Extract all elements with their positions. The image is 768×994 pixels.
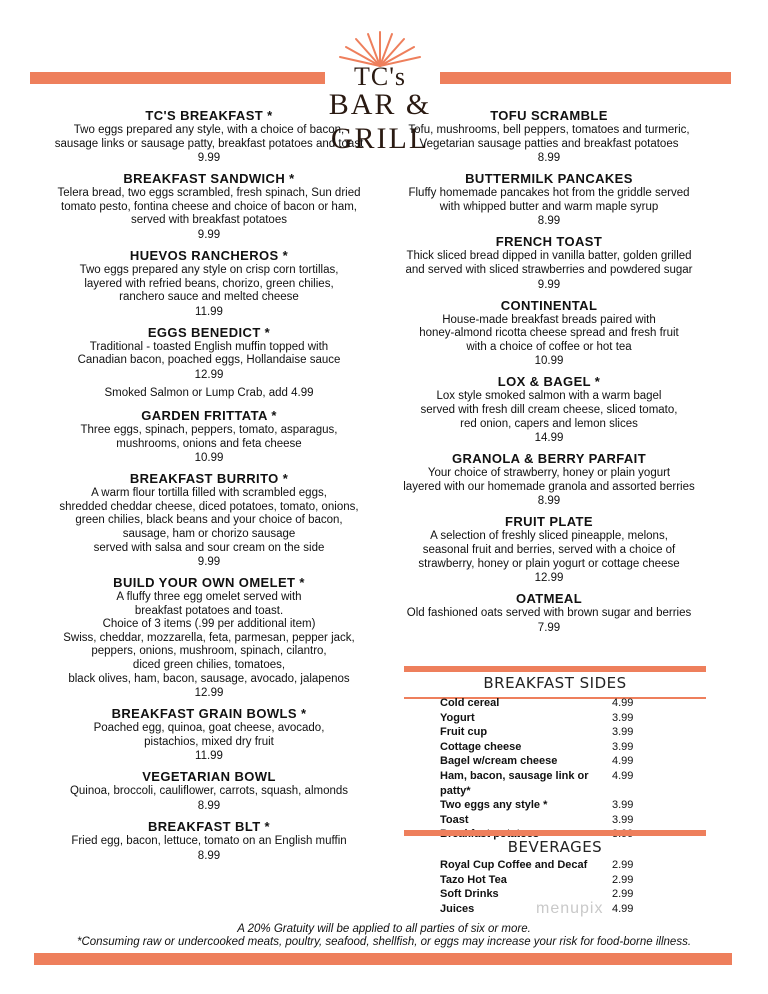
price-row-name: Ham, bacon, sausage link or patty* [440,769,589,797]
menu-item [392,171,706,228]
price-row-name: Cottage cheese [440,740,522,753]
price-row-name: Tazo Hot Tea [440,873,507,886]
menu-item-price: 11.99 [195,750,223,763]
price-row-price: 2.99 [612,873,634,886]
menu-item [36,171,382,242]
menu-item-description: layered with refried beans, chorizo, green chilies, [84,277,334,290]
price-row-name: Two eggs any style * [440,799,548,812]
menu-item-price: 9.99 [537,278,561,291]
menu-item-name: HUEVOS RANCHEROS * [129,247,289,263]
menu-item-price: 8.99 [537,215,561,228]
price-row-price: 3.99 [612,711,634,724]
menu-item-addon: Smoked Salmon or Lump Crab, add 4.99 [104,386,314,399]
menu-item-description: green chilies, black beans and your choice of bacon, [75,514,343,527]
menu-item-price: 8.99 [197,849,221,862]
menu-item-price: 11.99 [195,305,223,318]
menu-item-price: 12.99 [194,687,224,700]
price-row-price: 4.99 [612,902,634,915]
price-row-name: Cold cereal [440,697,500,709]
menu-item-price: 8.99 [537,495,561,508]
menu-item-description: peppers, onions, mushroom, spinach, cilantro, [91,645,327,658]
price-row [440,858,633,873]
menu-item-description: Lox style smoked salmon with a warm bagel [436,390,662,403]
price-row [440,769,633,798]
price-row-name: Fruit cup [440,726,488,739]
menu-item-description: with whipped butter and warm maple syrup [439,200,659,213]
menu-item-description: Tofu, mushrooms, bell peppers, tomatoes and turmeric, [408,124,690,136]
menu-item-name: BUILD YOUR OWN OMELET * [113,575,305,591]
menu-item-name: VEGETARIAN BOWL [142,769,276,785]
menu-item-price: 7.99 [537,621,561,634]
left-menu-column [36,108,382,869]
menu-item [36,108,382,165]
menu-item-description: with a choice of coffee or hot tea [466,340,632,353]
menu-item [392,298,706,369]
gratuity-notice: A 20% Gratuity will be applied to all parties of six or more. [237,923,531,935]
logo-line-1: TC's [353,62,407,91]
price-row-price: 2.99 [612,888,634,901]
menu-item-name: BREAKFAST BURRITO * [129,471,289,487]
menu-item-description: served with fresh dill cream cheese, sliced tomato, [420,403,678,416]
menu-item [392,374,706,445]
menu-item-description: Canadian bacon, poached eggs, Hollandaise sauce [77,354,341,367]
menu-item-price: 9.99 [197,152,221,165]
menu-item-description: Your choice of strawberry, honey or plain yogurt [427,467,671,480]
menu-item-description: diced green chilies, tomatoes, [132,659,286,672]
price-row-name: Toast [440,813,469,826]
menu-item-description: Three eggs, spinach, peppers, tomato, asparagus, [80,423,338,436]
menu-item-name: FRUIT PLATE [505,514,593,530]
menu-item-description: honey-almond ricotta cheese spread and fresh fruit [419,327,679,340]
menu-item-description: served with breakfast potatoes [131,214,287,227]
menu-item-description: breakfast potatoes and toast. [134,604,284,617]
menu-item [36,325,382,400]
menu-item-name: BREAKFAST SANDWICH * [123,171,295,187]
price-row-name: Juices [440,902,475,915]
menu-item-name: FRENCH TOAST [495,234,603,250]
menu-item-description: sausage links or sausage patty, breakfast potatoes and toast [54,137,364,150]
menu-item-description: mushrooms, onions and feta cheese [116,437,302,450]
menu-item-description: sausage, ham or chorizo sausage [122,527,296,540]
menu-item-name: OATMEAL [515,591,583,607]
menu-item-price: 9.99 [197,228,221,241]
price-row [440,754,633,769]
menu-item [392,591,706,635]
sides-title: BREAKFAST SIDES [483,674,627,692]
menu-item-price: 8.99 [537,152,561,165]
price-row [440,813,633,828]
price-row-name: Royal Cup Coffee and Decaf [440,859,588,871]
menu-item [36,769,382,813]
menu-item-description: Choice of 3 items (.99 per additional item) [102,618,316,631]
menu-item-description: black olives, ham, bacon, sausage, avocado, jalapenos [68,672,350,685]
logo-line-2: BAR & GRILL [328,88,432,155]
menu-item-description: Telera bread, two eggs scrambled, fresh spinach, Sun dried [57,187,361,200]
menu-item [36,706,382,763]
menu-item [392,451,706,508]
price-row-price: 2.99 [612,859,634,871]
price-row-name: Yogurt [440,711,475,724]
menu-item [36,408,382,465]
menu-item-name: BUTTERMILK PANCAKES [465,171,633,187]
menu-item [36,819,382,863]
menu-item-name: LOX & BAGEL * [497,374,601,390]
price-row-name: Bagel w/cream cheese [440,755,558,768]
menu-item-description: shredded cheddar cheese, diced potatoes, tomato, onions, [59,500,359,513]
menu-item-price: 9.99 [197,556,221,569]
menu-item-price: 8.99 [197,800,221,813]
menu-item-name: BREAKFAST GRAIN BOWLS * [111,706,307,722]
price-row [440,798,633,813]
menu-item [392,514,706,585]
menu-item-name: TOFU SCRAMBLE [490,108,608,123]
price-row-price: 3.99 [612,799,634,812]
top-bar-left [30,72,325,84]
menu-item-name: EGGS BENEDICT * [147,324,271,340]
menu-item-description: layered with our homemade granola and assorted berries [403,480,695,493]
menu-item-description: Swiss, cheddar, mozzarella, feta, parmesan, pepper jack, [63,631,355,644]
menu-item [36,248,382,319]
menu-item-description: pistachios, mixed dry fruit [144,735,274,748]
health-warning: *Consuming raw or undercooked meats, poultry, seafood, shellfish, or eggs may increase your risk for food-borne illness. [76,936,692,948]
menu-item-description: A warm flour tortilla filled with scrambled eggs, [91,487,327,500]
price-row-price: 3.99 [612,726,634,739]
sides-table [440,696,633,842]
menu-item-description: ranchero sauce and melted cheese [119,291,299,304]
menu-item-price: 10.99 [194,452,224,465]
top-bar-right [440,72,731,84]
menu-item-description: Traditional - toasted English muffin topped with [89,340,329,353]
menu-item-description: Two eggs prepared any style on crisp corn tortillas, [79,263,339,276]
menu-item-name: TC'S BREAKFAST * [145,108,273,123]
menu-item-description: Vegetarian sausage patties and breakfast potatoes [419,137,679,150]
menu-item [392,108,706,165]
menu-item [36,575,382,700]
menu-item [392,234,706,291]
menu-item-name: GRANOLA & BERRY PARFAIT [451,451,647,467]
menu-item-description: seasonal fruit and berries, served with a choice of [422,543,676,556]
menu-item-description: and served with sliced strawberries and powdered sugar [405,263,693,276]
menu-item-description: Thick sliced bread dipped in vanilla batter, golden grilled [406,250,692,263]
beverages-divider [404,830,706,836]
menu-item-description: Two eggs prepared any style, with a choice of bacon, [73,124,345,136]
menupix-watermark: menupix [536,900,604,917]
menu-item-description: House-made breakfast breads paired with [442,313,656,326]
price-row-price: 4.99 [612,769,634,782]
price-row [440,696,633,711]
beverages-title: BEVERAGES [507,838,603,856]
price-row [440,740,633,755]
menu-item-description: A fluffy three egg omelet served with [116,591,302,604]
price-row-price: 4.99 [612,755,634,768]
price-row [440,711,633,726]
menu-item-description: Fluffy homemade pancakes hot from the griddle served [408,187,690,200]
menu-item-description: Quinoa, broccoli, cauliflower, carrots, squash, almonds [69,785,349,798]
price-row-price: 3.99 [612,740,634,753]
menu-item [36,471,382,569]
price-row-price: 3.99 [612,813,634,826]
menu-item-description: served with salsa and sour cream on the side [93,541,325,554]
menu-item-price: 14.99 [534,432,564,445]
price-row [440,725,633,740]
menu-item-description: tomato pesto, fontina cheese and choice of bacon or ham, [61,200,357,213]
menu-item-name: CONTINENTAL [500,297,598,313]
menu-item-name: BREAKFAST BLT * [147,819,271,835]
menu-item-description: strawberry, honey or plain yogurt or cottage cheese [418,557,680,570]
menu-item-name: GARDEN FRITTATA * [141,407,277,423]
right-menu-column [392,108,706,641]
price-row-name: Soft Drinks [440,888,499,901]
menu-item-description: Poached egg, quinoa, goat cheese, avocado, [93,722,325,735]
price-row [440,873,633,888]
menu-item-price: 10.99 [534,355,564,368]
menu-item-description: A selection of freshly sliced pineapple, melons, [430,530,668,543]
menu-item-description: red onion, capers and lemon slices [460,417,638,430]
menu-item-description: Old fashioned oats served with brown sugar and berries [406,607,692,620]
menu-item-description: Fried egg, bacon, lettuce, tomato on an English muffin [71,835,347,848]
menu-item-price: 12.99 [194,368,224,381]
menu-item-price: 12.99 [534,572,564,585]
sides-top-divider [404,666,706,672]
bottom-bar [34,953,732,965]
price-row-price: 4.99 [612,697,634,709]
